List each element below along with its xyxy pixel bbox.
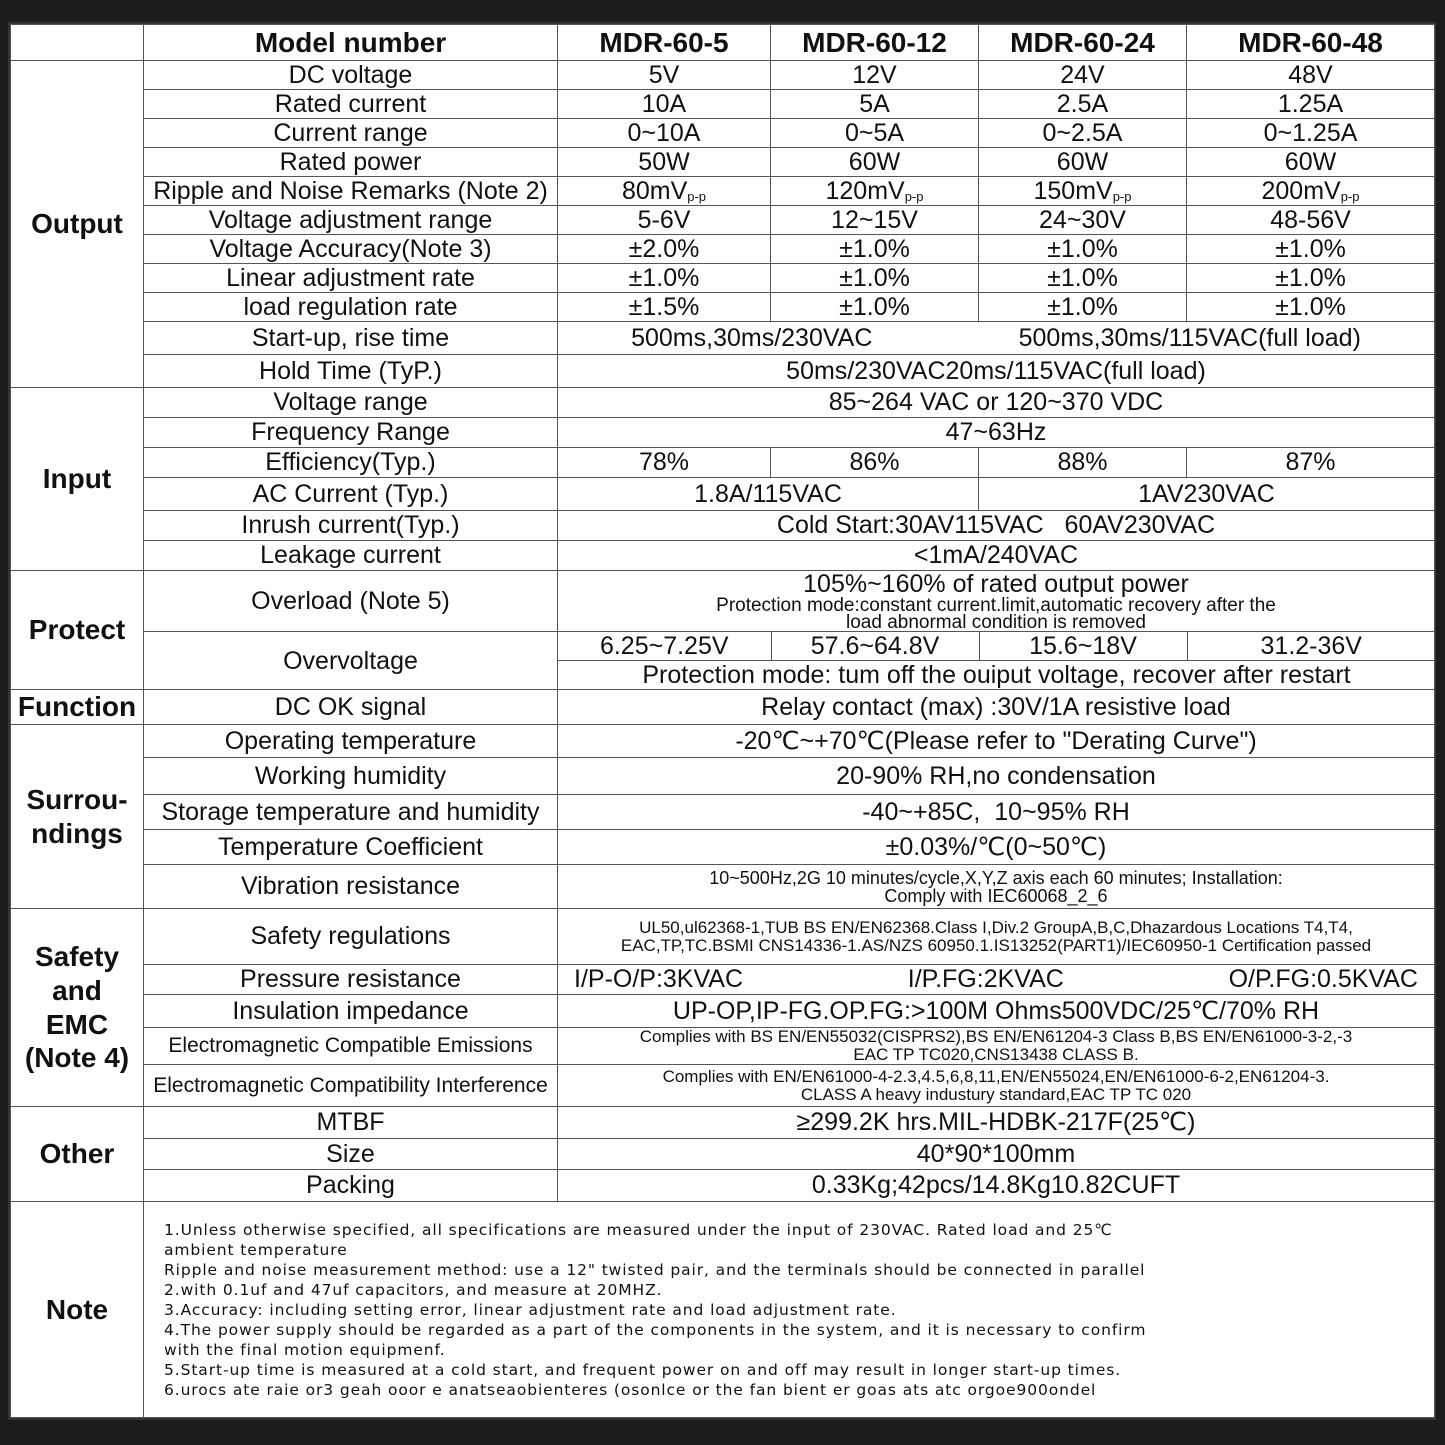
cell: Cold Start:30AV115VAC 60AV230VAC [558,511,1435,541]
corner-cell [11,25,144,61]
row-label: Insulation impedance [144,995,558,1028]
table-row [11,758,1435,795]
row-label: Working humidity [144,758,558,795]
cell: 10A [558,90,771,119]
cell: Relay contact (max) :30V/1A resistive load [558,690,1435,725]
cell: -20℃~+70℃(Please refer to "Derating Curve") [558,725,1435,758]
table-row [11,1065,1435,1107]
cell: 85~264 VAC or 120~370 VDC [558,388,1435,418]
note-line: with the final motion equipmenf. [164,1340,446,1359]
section-surroundings: Surrou- ndings [11,725,144,909]
row-label: Storage temperature and humidity [144,795,558,830]
table-row [11,511,1435,541]
cell: ±1.0% [979,293,1187,322]
spec-sheet [8,22,1436,1420]
cell: 50W [558,148,771,177]
cell: Complies with EN/EN61000-4-2.3,4.5,6,8,11,EN/EN55024,EN/EN61000-6-2,EN61204-3. CLASS A heavy industury standard,EAC TP TC 020 [558,1065,1435,1107]
cell: ±1.0% [1187,293,1435,322]
cell: 86% [771,448,979,478]
cell: 0~10A [558,119,771,148]
table-row [11,1202,1435,1418]
row-label: Size [144,1139,558,1170]
cell: 0~2.5A [979,119,1187,148]
row-label: Voltage range [144,388,558,418]
cell: 5-6V [558,206,771,235]
row-label: Overvoltage [144,632,558,690]
cell: ±1.0% [771,235,979,264]
table-row [11,293,1435,322]
section-output: Output [11,61,144,388]
row-label: Voltage adjustment range [144,206,558,235]
cell: ≥299.2K hrs.MIL-HDBK-217F(25℃) [558,1107,1435,1139]
cell: Protection mode: tum off the ouiput voltage, recover after restart [642,661,1351,690]
table-row [11,632,1435,690]
cell: 1.25A [1187,90,1435,119]
cell: 500ms,30ms/230VAC 500ms,30ms/115VAC(full load) [558,322,1435,355]
cell [558,632,1435,690]
row-label: Linear adjustment rate [144,264,558,293]
note-line: Ripple and noise measurement method: use a 12" twisted pair, and the terminals should be connected in parallel [164,1260,1146,1279]
row-label: MTBF [144,1107,558,1139]
section-safety-emc: Safety and EMC (Note 4) [11,909,144,1107]
cell: ±1.5% [558,293,771,322]
cell: 24~30V [979,206,1187,235]
table-row [11,571,1435,632]
cell: $200mV_{p-p}$ [1187,177,1435,206]
model-4: MDR-60-48 [1187,25,1435,61]
note-line: 3.Accuracy: including setting error, linear adjustment rate and load adjustment rate. [164,1300,897,1319]
cell: 12V [771,61,979,90]
row-label: AC Current (Typ.) [144,478,558,511]
cell: 87% [1187,448,1435,478]
row-label: Pressure resistance [144,965,558,995]
table-row [11,177,1435,206]
cell: -40~+85C, 10~95% RH [558,795,1435,830]
table-row [11,322,1435,355]
row-label: Temperature Coefficient [144,830,558,865]
table-row [11,264,1435,293]
cell: 60W [771,148,979,177]
cell: <1mA/240VAC [558,541,1435,571]
cell: 1.8A/115VAC [558,478,979,511]
cell: ±2.0% [558,235,771,264]
note-line: 5.Start-up time is measured at a cold start, and frequent power on and off may result in longer start-up times. [164,1360,1122,1379]
cell: 31.2-36V [1187,632,1435,661]
cell: ±1.0% [1187,235,1435,264]
table-row [11,1107,1435,1139]
cell: ±1.0% [979,264,1187,293]
row-label: Ripple and Noise Remarks (Note 2) [144,177,558,206]
row-label: Safety regulations [144,909,558,965]
row-label: Voltage Accuracy(Note 3) [144,235,558,264]
row-label: Efficiency(Typ.) [144,448,558,478]
note-line: 6.urocs ate raie or3 geah ooor e anatseaobienteres (osonlce or the fan bient er goas ats atc orgoe900ondel [164,1380,1097,1399]
table-row [11,725,1435,758]
cell: I/P-O/P:3KVAC I/P.FG:2KVAC O/P.FG:0.5KVAC [558,965,1435,995]
cell: 88% [979,448,1187,478]
cell: 12~15V [771,206,979,235]
cell: 6.25~7.25V [558,632,771,661]
header-row [11,25,1435,61]
note-line: 2.with 0.1uf and 47uf capacitors, and measure at 20MHZ. [164,1280,663,1299]
cell: 105%~160% of rated output power Protection mode:constant current.limit,automatic recovery after the load abnormal condition is removed [558,571,1435,632]
note-line: 1.Unless otherwise specified, all specifications are measured under the input of 230VAC. Rated load and 25℃ [164,1220,1113,1239]
cell: 24V [979,61,1187,90]
cell: 48-56V [1187,206,1435,235]
table-row [11,995,1435,1028]
model-3: MDR-60-24 [979,25,1187,61]
section-other: Other [11,1107,144,1202]
table-row [11,148,1435,177]
row-label: Inrush current(Typ.) [144,511,558,541]
model-number-label: Model number [144,25,558,61]
table-row [11,418,1435,448]
cell: $80mV_{p-p}$ [558,177,771,206]
model-2: MDR-60-12 [771,25,979,61]
table-row [11,448,1435,478]
cell: ±1.0% [771,264,979,293]
cell: 0~1.25A [1187,119,1435,148]
note-line: 4.The power supply should be regarded as a part of the components in the system, and it is necessary to confirm [164,1320,1147,1339]
section-note: Note [11,1202,144,1418]
cell: 78% [558,448,771,478]
cell: 5A [771,90,979,119]
table-row [11,61,1435,90]
cell: UP-OP,IP-FG.OP.FG:>100M Ohms500VDC/25℃/70% RH [558,995,1435,1028]
cell: 50ms/230VAC20ms/115VAC(full load) [558,355,1435,388]
cell: 2.5A [979,90,1187,119]
row-label: Packing [144,1170,558,1202]
table-row [11,1028,1435,1065]
table-row [11,541,1435,571]
cell: 20-90% RH,no condensation [558,758,1435,795]
row-label: load regulation rate [144,293,558,322]
row-label: Vibration resistance [144,865,558,909]
table-row [11,830,1435,865]
cell: 0~5A [771,119,979,148]
model-1: MDR-60-5 [558,25,771,61]
table-row [11,355,1435,388]
table-row [11,1139,1435,1170]
cell: 57.6~64.8V [771,632,979,661]
cell: ±1.0% [979,235,1187,264]
cell: ±1.0% [1187,264,1435,293]
section-protect: Protect [11,571,144,690]
notes-text [144,1202,1435,1418]
cell: ±1.0% [558,264,771,293]
row-label: Start-up, rise time [144,322,558,355]
row-label: Rated current [144,90,558,119]
table-row [11,388,1435,418]
cell: 15.6~18V [979,632,1187,661]
cell: 60W [1187,148,1435,177]
row-label: Electromagnetic Compatible Emissions [144,1028,558,1065]
table-row [11,690,1435,725]
table-row [11,206,1435,235]
table-row [11,235,1435,264]
overvoltage-subtable [558,632,1435,689]
table-row [11,1170,1435,1202]
cell: UL50,ul62368-1,TUB BS EN/EN62368.Class I,Div.2 GroupA,B,C,Dhazardous Locations T4,T4, EAC,TP,TC.BSMI CNS14336-1.AS/NZS 60950.1.IS13252(PART1)/IEC60950-1 Certification passed [558,909,1435,965]
table-row [11,119,1435,148]
row-label: Frequency Range [144,418,558,448]
row-label: Rated power [144,148,558,177]
cell: 5V [558,61,771,90]
cell: 1AV230VAC [979,478,1435,511]
row-label: Overload (Note 5) [144,571,558,632]
table-row [11,478,1435,511]
spec-table [10,24,1435,1418]
table-row [11,865,1435,909]
table-row [11,965,1435,995]
cell: 0.33Kg;42pcs/14.8Kg10.82CUFT [558,1170,1435,1202]
section-input: Input [11,388,144,571]
row-label: Electromagnetic Compatibility Interference [144,1065,558,1107]
section-function: Function [11,690,144,725]
cell: ±1.0% [771,293,979,322]
row-label: Current range [144,119,558,148]
cell: 60W [979,148,1187,177]
row-label: DC OK signal [144,690,558,725]
row-label: Hold Time (TyP.) [144,355,558,388]
cell: 48V [1187,61,1435,90]
note-line: ambient temperature [164,1240,348,1259]
cell: $150mV_{p-p}$ [979,177,1187,206]
table-row [11,909,1435,965]
row-label: DC voltage [144,61,558,90]
table-row [11,795,1435,830]
cell: 10~500Hz,2G 10 minutes/cycle,X,Y,Z axis each 60 minutes; Installation: Comply with IEC60068_2_6 [558,865,1435,909]
cell: 47~63Hz [558,418,1435,448]
cell: Complies with BS EN/EN55032(CISPRS2),BS EN/EN61204-3 Class B,BS EN/EN61000-3-2,-3 EAC TP TC020,CNS13438 CLASS B. [558,1028,1435,1065]
table-row [11,90,1435,119]
row-label: Leakage current [144,541,558,571]
cell: $120mV_{p-p}$ [771,177,979,206]
cell: ±0.03%/℃(0~50℃) [558,830,1435,865]
cell: 40*90*100mm [558,1139,1435,1170]
row-label: Operating temperature [144,725,558,758]
